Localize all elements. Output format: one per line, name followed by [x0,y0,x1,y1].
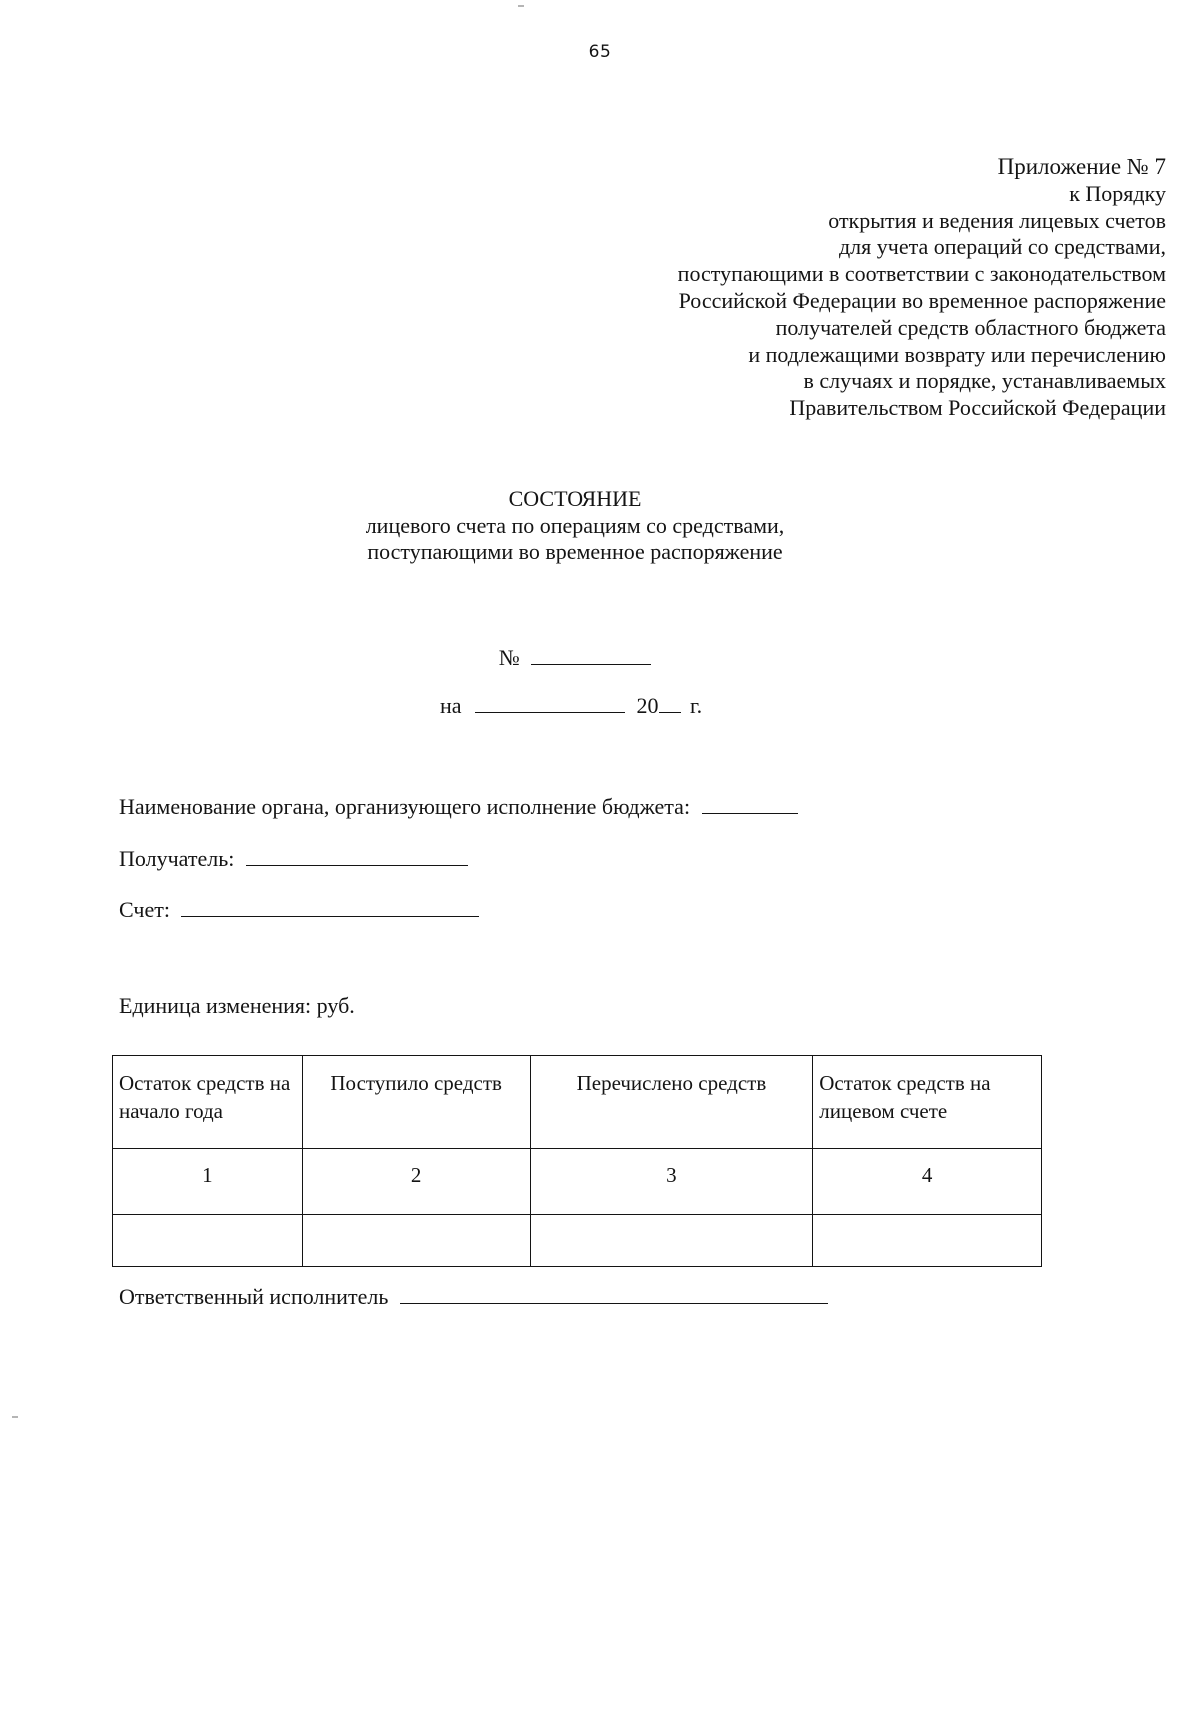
date-blank [475,692,625,713]
recipient-field [119,845,468,872]
appendix-line: поступающими в соответствии с законодательством [677,261,1166,287]
header-opening-balance: Остаток средств на начало года [113,1056,303,1149]
date-line [440,692,702,719]
appendix-header [466,154,1166,422]
empty-cell [530,1215,813,1267]
appendix-line: к Порядку [1069,180,1166,206]
year-suffix: г. [690,693,703,718]
number-blank [531,644,651,665]
organ-field [119,793,798,820]
date-prefix: на [440,693,462,718]
table-number-row [113,1149,1042,1215]
document-title [0,486,1150,566]
column-number: 4 [813,1149,1042,1215]
column-number: 3 [530,1149,813,1215]
empty-cell [813,1215,1042,1267]
page-number: 65 [588,42,612,62]
table-header-row [113,1056,1042,1149]
account-balance-table [112,1055,1042,1267]
appendix-line: в случаях и порядке, устанавливаемых [803,368,1166,394]
appendix-line: Российской Федерации во временное распоряжение [678,287,1166,313]
year-blank [659,692,681,713]
recipient-label: Получатель: [119,846,235,871]
scan-speck-left [12,1416,18,1418]
number-sign: № [498,645,520,670]
appendix-line: Приложение № 7 [997,154,1166,179]
recipient-blank [246,845,468,866]
appendix-line: Правительством Российской Федерации [789,395,1166,421]
column-number: 2 [302,1149,530,1215]
header-transferred: Перечислено средств [530,1056,813,1149]
organ-blank [702,793,798,814]
appendix-line: и подлежащими возврату или перечислению [748,341,1166,367]
appendix-line: открытия и ведения лицевых счетов [828,207,1166,233]
account-label: Счет: [119,897,170,922]
organ-label: Наименование органа, организующего исполнение бюджета: [119,794,691,819]
executor-blank [400,1283,828,1304]
responsible-executor-field [119,1283,828,1310]
column-number: 1 [113,1149,303,1215]
document-number-line [0,644,1150,671]
table-row [113,1215,1042,1267]
account-field [119,896,479,923]
appendix-line: для учета операций со средствами, [838,234,1166,260]
appendix-line: получателей средств областного бюджета [775,314,1166,340]
title-line-3: поступающими во временное распоряжение [367,539,783,564]
account-blank [181,896,479,917]
title-heading: СОСТОЯНИЕ [508,486,642,511]
title-line-2: лицевого счета по операциям со средствами, [365,512,785,538]
scan-speck-top [518,5,524,7]
header-closing-balance: Остаток средств на лицевом счете [813,1056,1042,1149]
empty-cell [302,1215,530,1267]
empty-cell [113,1215,303,1267]
unit-of-measure: Единица изменения: руб. [119,993,355,1018]
header-received: Поступило средств [302,1056,530,1149]
year-prefix: 20 [636,693,659,718]
executor-label: Ответственный исполнитель [119,1284,389,1309]
